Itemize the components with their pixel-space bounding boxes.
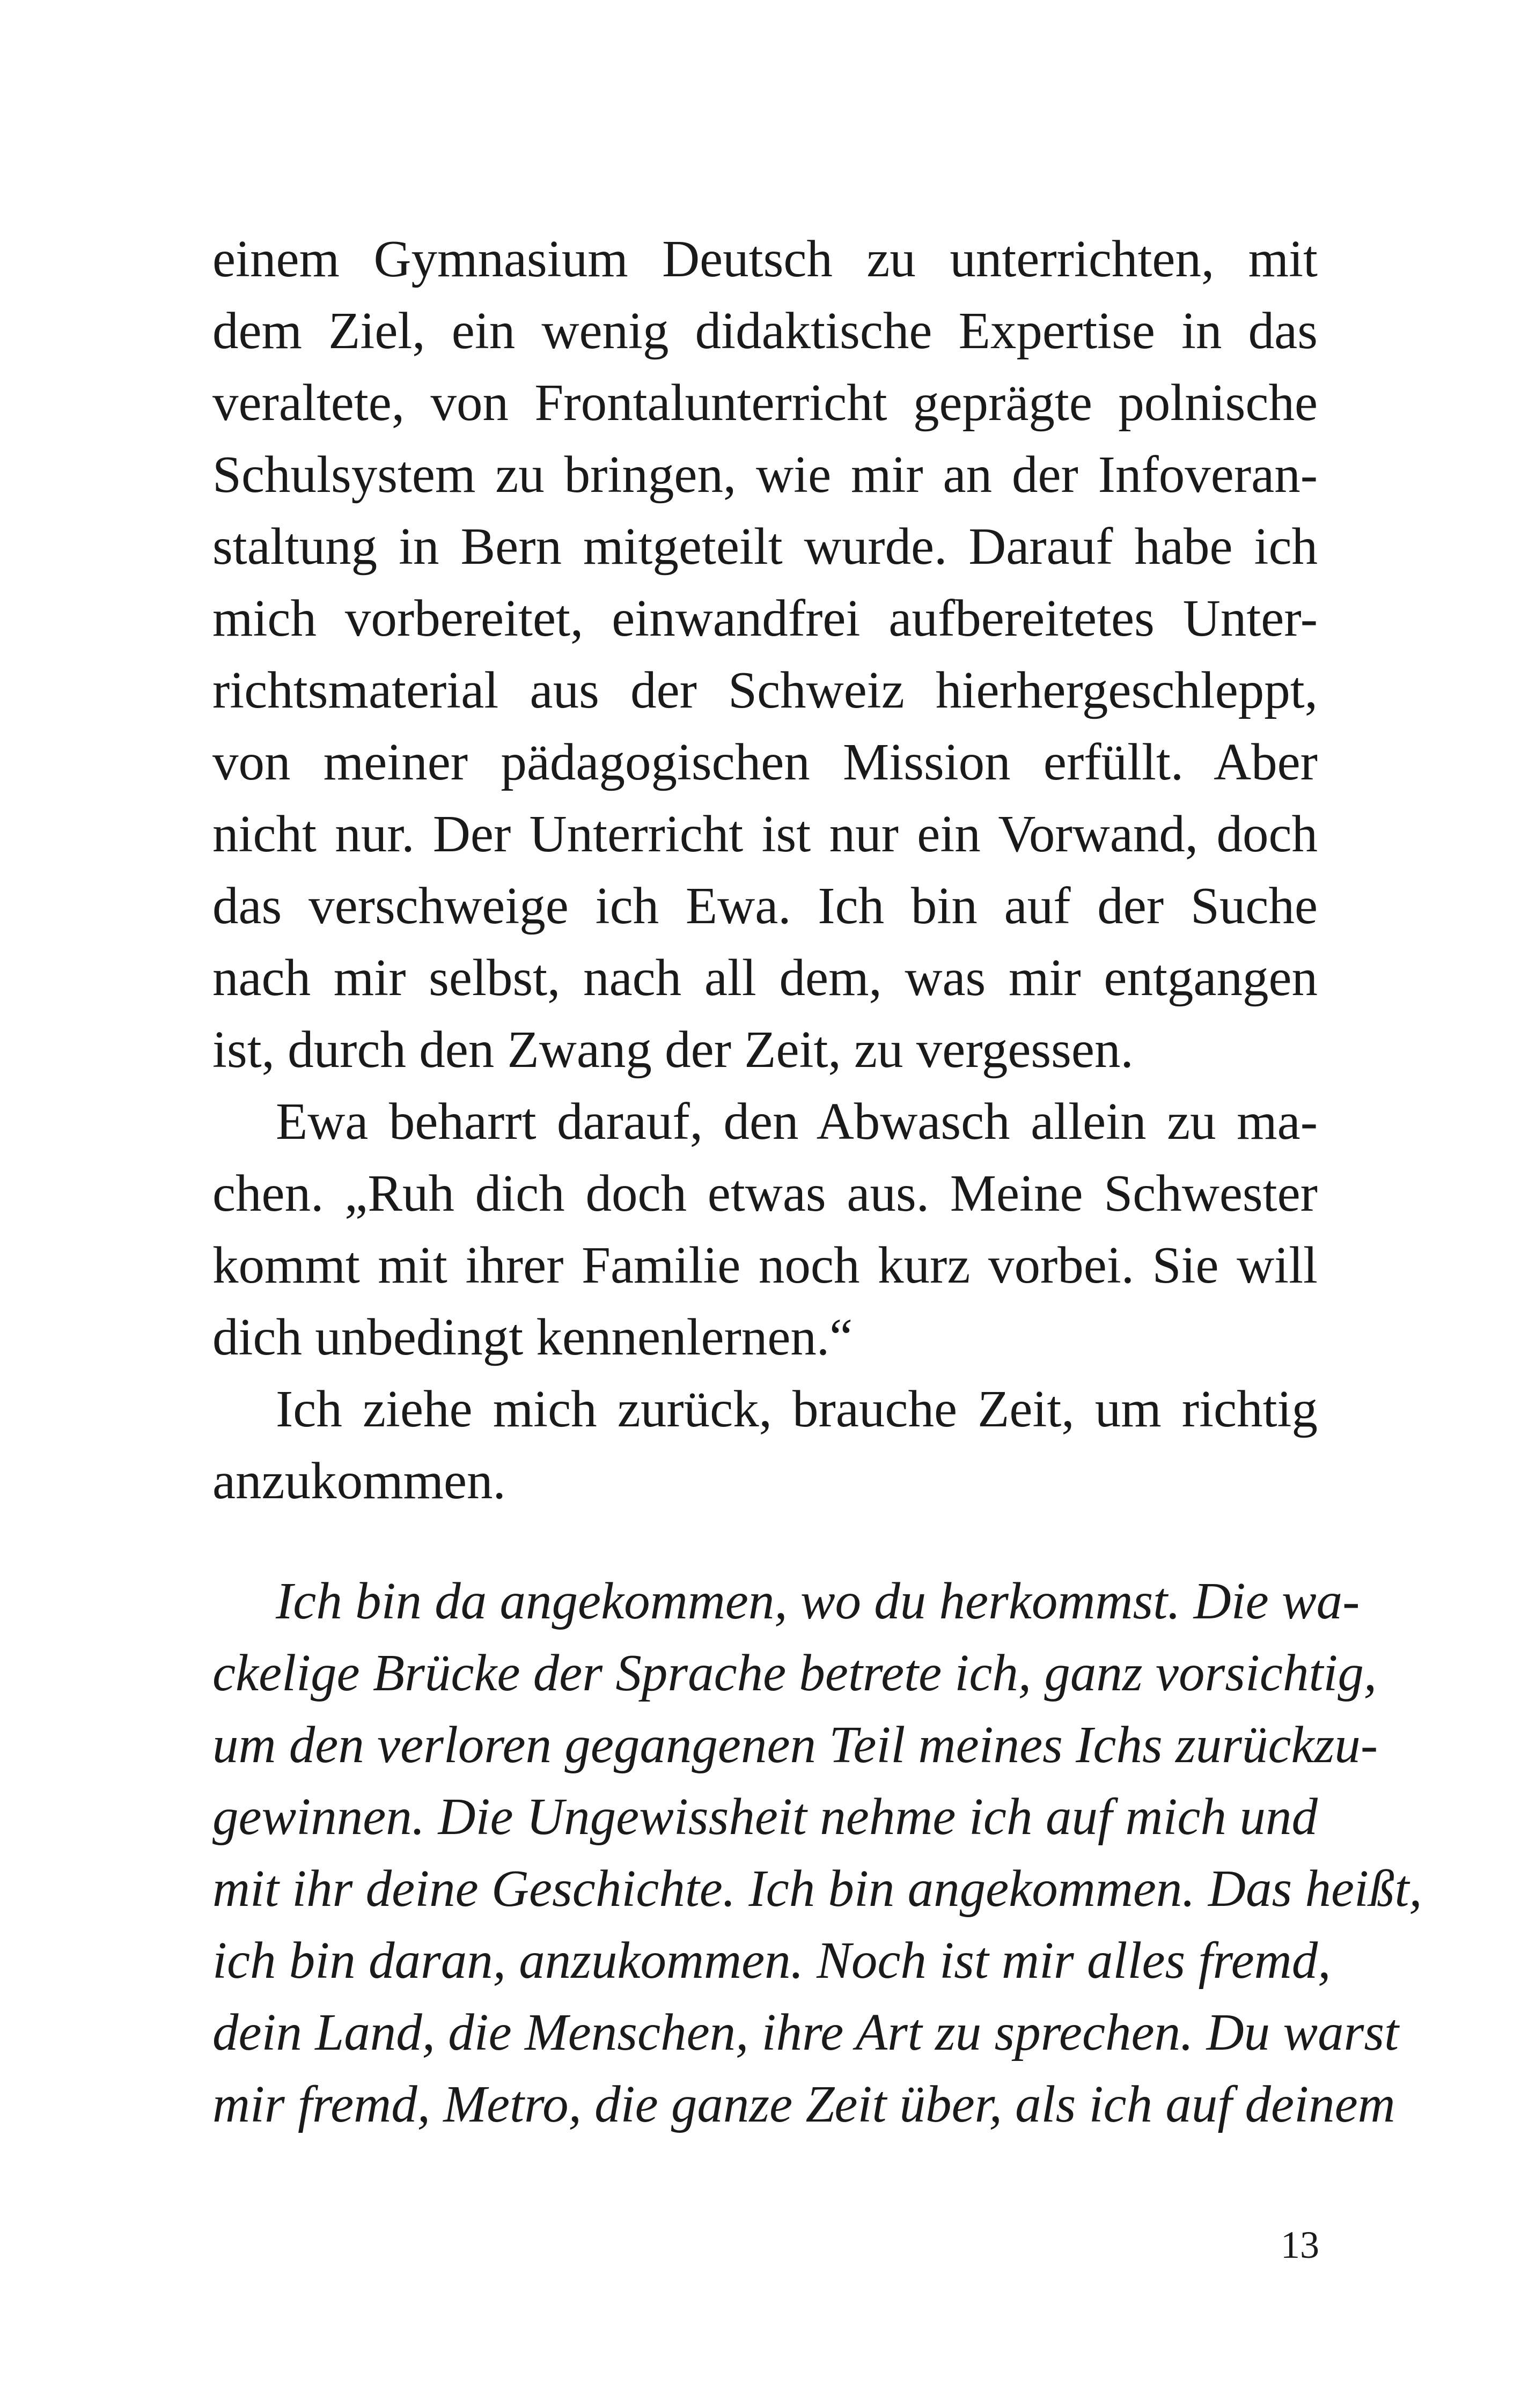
text-line: chen. „Ruh dich doch etwas aus. Meine Schwester <box>212 1165 1318 1222</box>
text-line: von meiner pädagogischen Mission erfüllt. Aber <box>212 733 1318 791</box>
text-line: ist, durch den Zwang der Zeit, zu vergessen. <box>212 1021 1134 1078</box>
text-line: mich vorbereitet, einwandfrei aufbereitetes Unter- <box>212 590 1318 647</box>
text-line: Schulsystem zu bringen, wie mir an der Infoveran- <box>212 446 1318 503</box>
text-line: Ich ziehe mich zurück, brauche Zeit, um richtig <box>276 1380 1318 1438</box>
text-line: staltung in Bern mitgeteilt wurde. Darauf habe ich <box>212 518 1318 575</box>
italic-line: ckelige Brücke der Sprache betrete ich, ganz vorsichtig, <box>212 1644 1377 1702</box>
text-line: dich unbedingt kennenlernen.“ <box>212 1308 853 1366</box>
text-line: veraltete, von Frontalunterricht geprägte polnische <box>212 374 1318 431</box>
italic-line: um den verloren gegangenen Teil meines Ichs zurückzu- <box>212 1716 1378 1773</box>
text-line: richtsmaterial aus der Schweiz hierhergeschleppt, <box>212 661 1318 719</box>
body-text <box>212 223 1318 1517</box>
italic-line: dein Land, die Menschen, ihre Art zu sprechen. Du warst <box>212 2004 1399 2061</box>
text-line: anzukommen. <box>212 1452 506 1509</box>
page-number: 13 <box>1281 2223 1319 2266</box>
text-line: nach mir selbst, nach all dem, was mir entgangen <box>212 949 1318 1006</box>
text-line: dem Ziel, ein wenig didaktische Expertise in das <box>212 302 1318 359</box>
text-line: Ewa beharrt darauf, den Abwasch allein zu ma- <box>276 1093 1318 1150</box>
italic-line: mit ihr deine Geschichte. Ich bin angekommen. Das heißt, <box>212 1860 1422 1917</box>
italic-line: ich bin daran, anzukommen. Noch ist mir alles fremd, <box>212 1932 1331 1989</box>
italic-line: gewinnen. Die Ungewissheit nehme ich auf mich und <box>212 1788 1318 1845</box>
text-line: einem Gymnasium Deutsch zu unterrichten, mit <box>212 230 1318 288</box>
text-line: kommt mit ihrer Familie noch kurz vorbei. Sie will <box>212 1236 1318 1294</box>
text-line: nicht nur. Der Unterricht ist nur ein Vorwand, doch <box>212 805 1318 863</box>
italic-line: Ich bin da angekommen, wo du herkommst. Die wa- <box>276 1572 1360 1630</box>
text-line: das verschweige ich Ewa. Ich bin auf der Suche <box>212 877 1318 934</box>
italic-letter-text <box>212 1565 1422 2140</box>
italic-line: mir fremd, Metro, die ganze Zeit über, als ich auf deinem <box>212 2075 1395 2133</box>
